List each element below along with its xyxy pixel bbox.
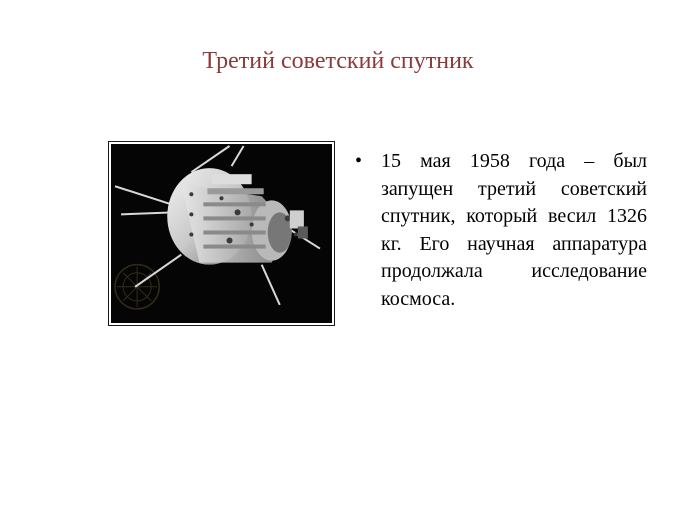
slide-title: Третий советский спутник bbox=[202, 48, 474, 74]
satellite-photo-frame bbox=[108, 141, 335, 326]
emblem-watermark bbox=[115, 265, 159, 309]
satellite-photo bbox=[111, 144, 332, 323]
bullet-list bbox=[355, 148, 647, 313]
bullet-marker: • bbox=[355, 150, 363, 172]
bullet-item bbox=[355, 148, 647, 313]
bullet-text: 15 мая 1958 года – был запущен третий советский спутник, который весил 1326 кг. Его научная аппаратура продолжала исследование космоса. bbox=[381, 150, 647, 310]
satellite-illustration bbox=[111, 144, 332, 323]
